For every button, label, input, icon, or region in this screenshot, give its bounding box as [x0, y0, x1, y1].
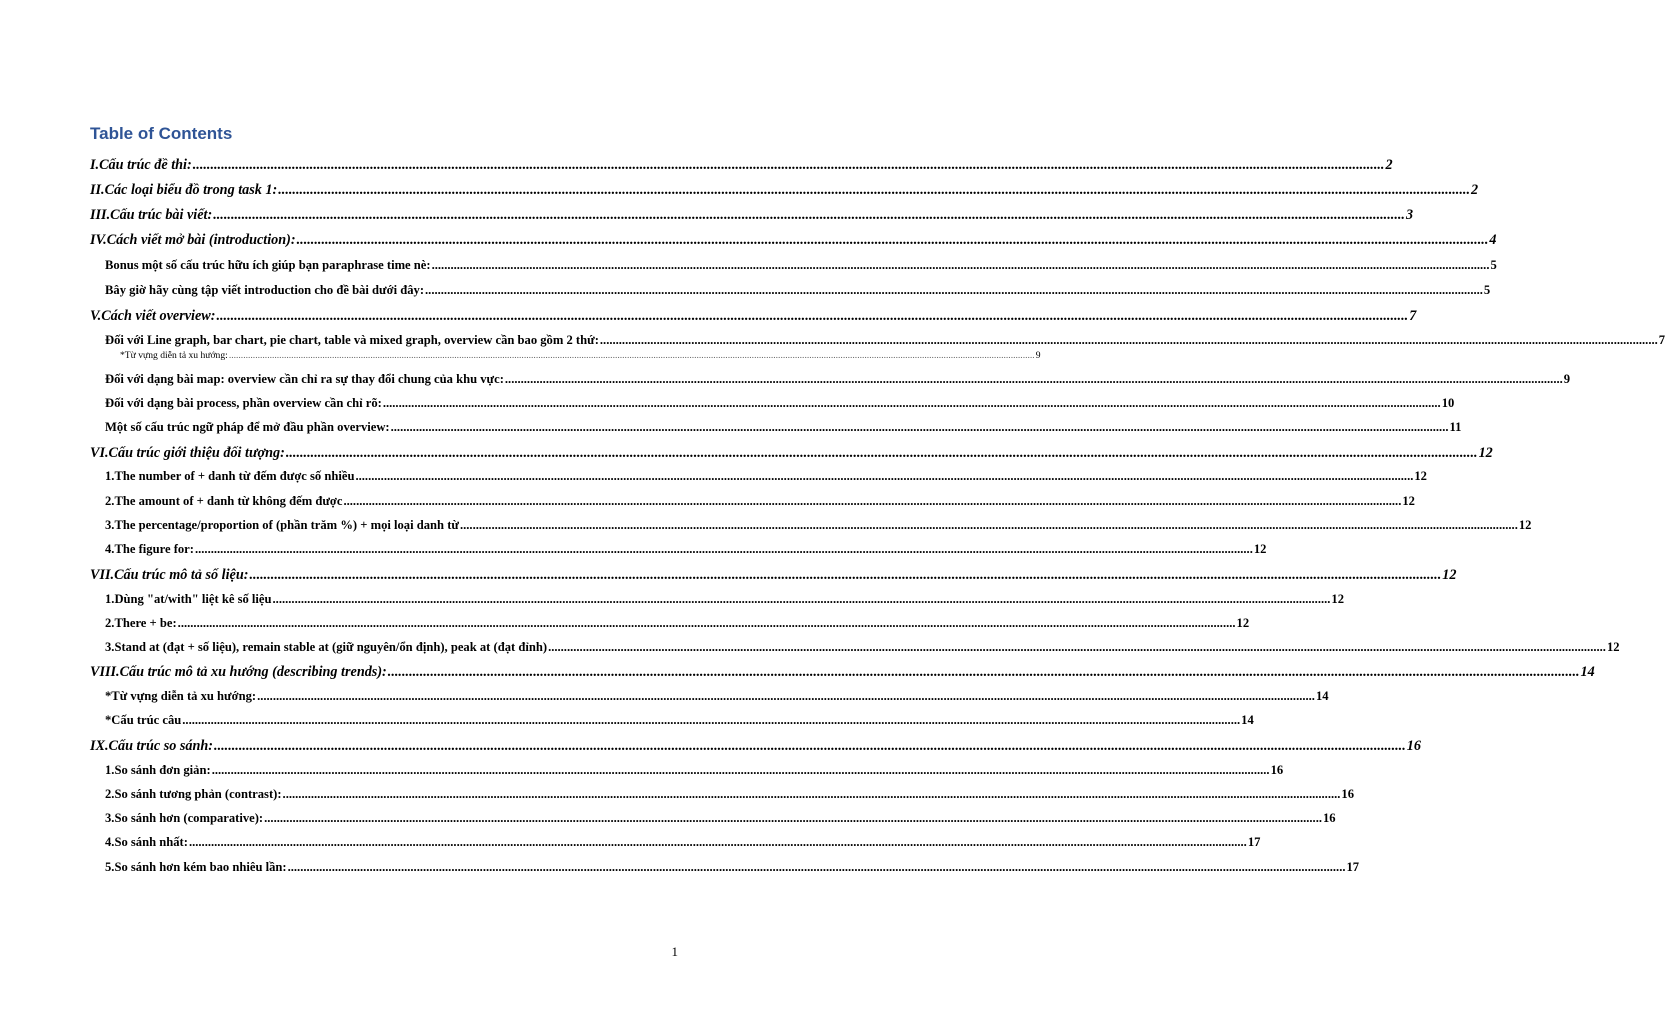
toc-entry-page: 5 — [1490, 258, 1497, 272]
toc-leader — [432, 258, 1490, 273]
toc-entry-text: Stand at (đạt + số liệu), remain stable at (giữ nguyên/ổn định), peak at (đạt đỉnh) — [114, 640, 548, 654]
toc-entry-number: 4. — [105, 835, 115, 849]
toc-entry-text: Một số cấu trúc ngữ pháp để mở đầu phần overview: — [105, 420, 390, 434]
toc-entry-number: VIII. — [90, 664, 120, 680]
toc-entry-page: 12 — [1414, 469, 1427, 483]
toc-leader — [178, 616, 1236, 631]
toc-leader — [600, 333, 1658, 348]
toc-entry-page: 12 — [1331, 592, 1344, 606]
toc-leader — [283, 787, 1341, 802]
toc-leader — [505, 372, 1563, 387]
toc-entry-page: 2 — [1385, 157, 1393, 173]
toc-leader — [189, 835, 1247, 850]
toc-entry-number: 3. — [105, 811, 115, 825]
toc-entry-text: Cấu trúc so sánh: — [108, 738, 214, 754]
toc-entry-page: 12 — [1478, 445, 1493, 461]
toc-leader — [355, 469, 1413, 484]
toc-entry[interactable] — [90, 182, 1479, 199]
toc-entry[interactable] — [105, 420, 1462, 435]
toc-entry-page: 14 — [1315, 689, 1329, 703]
toc-entry-text: Cấu trúc mô tả số liệu: — [114, 567, 249, 583]
toc-entry-page: 14 — [1580, 664, 1595, 680]
toc-entry-page: 12 — [1402, 494, 1415, 508]
toc-entry-text: So sánh đơn giản: — [114, 763, 211, 777]
toc-entry-text: *Cấu trúc câu — [105, 713, 182, 727]
toc-entry[interactable] — [105, 396, 1455, 411]
toc-entry[interactable] — [90, 157, 1393, 174]
toc-entry-number: 2. — [105, 616, 115, 630]
toc-entry-number: VII. — [90, 567, 115, 583]
toc-entry-page: 9 — [1563, 372, 1571, 386]
toc-entry-number: III. — [90, 207, 111, 223]
toc-entry-text: There + be: — [114, 616, 177, 630]
toc-leader — [249, 567, 1441, 584]
toc-entry-number: 5. — [105, 860, 115, 874]
toc-leader — [257, 689, 1315, 704]
toc-leader — [193, 157, 1385, 174]
toc-entry-page: 12 — [1518, 518, 1532, 532]
toc-leader — [460, 518, 1518, 533]
toc-entry[interactable] — [90, 232, 1497, 249]
toc-entry[interactable] — [90, 445, 1493, 462]
toc-leader — [425, 283, 1483, 298]
toc-leader — [278, 182, 1470, 199]
toc-entry-page: 12 — [1606, 640, 1620, 654]
toc-entry[interactable] — [105, 640, 1620, 655]
toc-entry[interactable] — [105, 518, 1532, 533]
toc-entry[interactable] — [105, 283, 1491, 298]
toc-entry-page: 12 — [1236, 616, 1250, 630]
toc-entry-text: Đối với Line graph, bar chart, pie chart, table và mixed graph, overview cần bao gồm 2 thứ: — [105, 333, 599, 347]
toc-entry-number: 1. — [105, 592, 115, 606]
toc-leader — [182, 713, 1240, 728]
toc-entry[interactable] — [105, 469, 1427, 484]
toc-entry[interactable] — [105, 713, 1254, 728]
toc-entry[interactable] — [105, 689, 1329, 704]
toc-entry-number: 1. — [105, 763, 115, 777]
toc-entry-page: 16 — [1341, 787, 1355, 801]
toc-leader — [383, 396, 1441, 411]
toc-entry-page: 16 — [1406, 738, 1421, 754]
toc-title: Table of Contents — [90, 124, 233, 143]
toc-entry-page: 7 — [1658, 333, 1665, 347]
toc-entry[interactable] — [120, 350, 1041, 361]
toc-entry-number: 2. — [105, 787, 115, 801]
toc-entry[interactable] — [105, 494, 1415, 509]
toc-entry[interactable] — [105, 258, 1497, 273]
toc-entry-page: 16 — [1270, 763, 1284, 777]
toc-entry-text: Cách viết mở bài (introduction): — [106, 232, 296, 248]
toc-entry-text: Cấu trúc đề thi: — [99, 157, 192, 173]
toc-entry[interactable] — [105, 763, 1284, 778]
toc-entry-number: 2. — [105, 494, 115, 508]
toc-entry-number: VI. — [90, 445, 109, 461]
toc-entry-text: So sánh hơn (comparative): — [114, 811, 264, 825]
toc-entry-page: 10 — [1441, 396, 1455, 410]
toc-entry[interactable] — [105, 333, 1665, 348]
toc-entry-text: The number of + danh từ đếm được số nhiều — [114, 469, 355, 483]
toc-entry-number: I. — [90, 157, 100, 173]
toc-entry-text: Bây giờ hãy cùng tập viết introduction cho đề bài dưới đây: — [105, 283, 425, 297]
toc-entry-page: 3 — [1405, 207, 1414, 223]
toc-entry[interactable] — [105, 860, 1360, 875]
toc-leader — [216, 308, 1408, 325]
toc-leader — [297, 232, 1489, 249]
toc-entry-text: *Từ vựng diễn tả xu hướng: — [105, 689, 257, 703]
toc-leader — [388, 664, 1580, 681]
toc-entry-page: 12 — [1442, 567, 1457, 583]
toc-entry[interactable] — [105, 372, 1571, 387]
toc-leader — [548, 640, 1606, 655]
toc-leader — [273, 592, 1331, 607]
toc-entry-text: The figure for: — [114, 542, 194, 556]
toc-entry-page: 14 — [1241, 713, 1254, 727]
toc-entry-page: 7 — [1409, 308, 1417, 324]
toc-entry-text: The percentage/proportion of (phần trăm %) + mọi loại danh từ — [114, 518, 459, 532]
toc-entry-text: Cách viết overview: — [101, 308, 216, 324]
page-number: 1 — [671, 944, 678, 959]
toc-entry[interactable] — [105, 811, 1336, 826]
toc-leader — [195, 542, 1253, 557]
toc-entry-page: 9 — [1035, 350, 1041, 361]
toc-entry[interactable] — [105, 542, 1267, 557]
toc-entry-text: Các loại biểu đồ trong task 1: — [104, 182, 278, 198]
toc-entry-text: Bonus một số cấu trúc hữu ích giúp bạn paraphrase time nè: — [105, 258, 431, 272]
toc-entry-page: 5 — [1483, 283, 1491, 297]
toc-entry-text: So sánh tương phản (contrast): — [114, 787, 282, 801]
toc-entry[interactable] — [90, 207, 1414, 224]
toc-leader — [343, 494, 1401, 509]
toc-entry-number: 3. — [105, 518, 115, 532]
toc-entry-page: 17 — [1247, 835, 1261, 849]
toc-entry-text: Cấu trúc giới thiệu đối tượng: — [108, 445, 285, 461]
toc-entry[interactable] — [105, 616, 1250, 631]
toc-leader — [229, 350, 1035, 361]
toc-leader — [214, 738, 1406, 755]
toc-entry[interactable] — [90, 664, 1595, 681]
toc-entry-number: V. — [90, 308, 102, 324]
toc-entry-number: 3. — [105, 640, 115, 654]
toc-entry-number: 1. — [105, 469, 115, 483]
toc-entry-text: Cấu trúc mô tả xu hướng (describing trends): — [119, 664, 387, 680]
toc-entry-text: The amount of + danh từ không đếm được — [114, 494, 343, 508]
toc-entry-page: 17 — [1346, 860, 1360, 874]
toc-entry[interactable] — [105, 787, 1355, 802]
toc-entry-text: Cấu trúc bài viết: — [110, 207, 213, 223]
toc-entry-number: II. — [90, 182, 105, 198]
toc-entry[interactable] — [105, 592, 1344, 607]
toc-entry-page: 12 — [1253, 542, 1267, 556]
toc-entry-text: Đối với dạng bài map: overview cần chỉ ra sự thay đổi chung của khu vực: — [105, 372, 504, 386]
toc-entry-text: Dùng "at/with" liệt kê số liệu — [114, 592, 272, 606]
toc-entry-number: 4. — [105, 542, 115, 556]
toc-entry[interactable] — [105, 835, 1261, 850]
toc-leader — [288, 860, 1346, 875]
toc-leader — [391, 420, 1449, 435]
toc-entry-page: 2 — [1470, 182, 1479, 198]
toc-entry[interactable] — [90, 308, 1417, 325]
toc-entry-page: 4 — [1489, 232, 1497, 248]
toc-entry-page: 11 — [1449, 420, 1462, 434]
toc-leader — [212, 763, 1270, 778]
toc-entry-number: IX. — [90, 738, 109, 754]
toc-entry-text: *Từ vựng diễn tả xu hướng: — [120, 350, 228, 361]
toc-leader — [286, 445, 1478, 462]
toc-leader — [264, 811, 1322, 826]
toc-entry-text: Đối với dạng bài process, phần overview cần chỉ rõ: — [105, 396, 382, 410]
toc-entry-number: IV. — [90, 232, 107, 248]
toc-entry[interactable] — [90, 738, 1421, 755]
toc-entry-page: 16 — [1323, 811, 1336, 825]
toc-entry-text: So sánh hơn kém bao nhiêu lần: — [114, 860, 287, 874]
toc-entry[interactable] — [90, 567, 1457, 584]
toc-entry-text: So sánh nhất: — [114, 835, 188, 849]
toc-leader — [213, 207, 1405, 224]
